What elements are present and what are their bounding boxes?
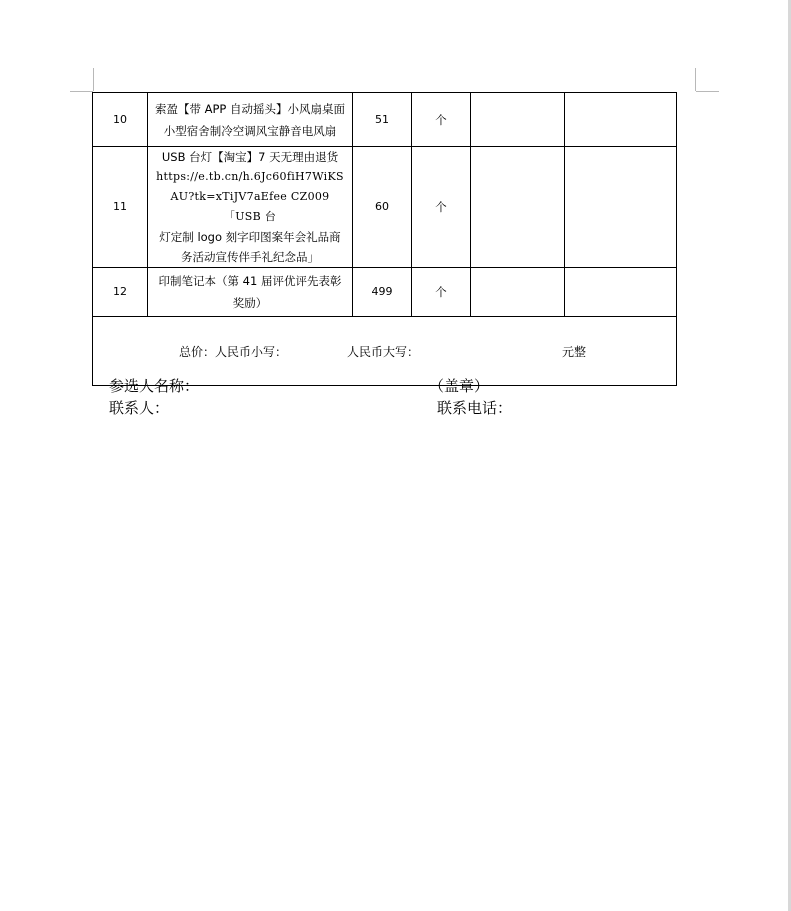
item-name-line: 印制笔记本（第 41 届评优评先表彰 [158, 274, 342, 288]
row-index: 10 [93, 93, 148, 147]
item-total [565, 93, 677, 147]
item-name-line: https://e.tb.cn/h.6Jc60fiH7WiKS [156, 170, 344, 183]
item-price [471, 93, 565, 147]
total-upper-label: 人民币大写： [347, 345, 420, 359]
item-name-line: 务活动宣传伴手礼纪念品」 [181, 250, 319, 264]
item-name-line: USB 台灯【淘宝】7 天无理由退货 [161, 150, 339, 164]
items-table [92, 92, 677, 386]
crop-mark-right-vertical [695, 68, 696, 91]
item-name-line: 灯定制 logo 刻字印图案年会礼品商 [159, 230, 341, 244]
item-name [148, 268, 353, 317]
item-name [148, 93, 353, 147]
crop-mark-right-horizontal [696, 91, 719, 92]
item-name-line: AU?tk=xTiJV7aEfee CZ009 「USB 台 [170, 190, 330, 223]
item-unit: 个 [412, 147, 471, 268]
row-index: 11 [93, 147, 148, 268]
item-unit: 个 [412, 268, 471, 317]
row-index: 12 [93, 268, 148, 317]
total-suffix: 元整 [562, 345, 587, 359]
item-total [565, 268, 677, 317]
table-row [93, 147, 677, 268]
item-unit: 个 [412, 93, 471, 147]
contact-person-label: 联系人： [109, 399, 170, 417]
table-row [93, 93, 677, 147]
item-quantity: 51 [353, 93, 412, 147]
item-price [471, 147, 565, 268]
seal-label: （盖章） [429, 377, 490, 395]
total-lower-label: 总价：人民币小写： [179, 345, 288, 359]
contact-phone-label: 联系电话： [437, 399, 513, 417]
crop-mark-left-vertical [93, 68, 94, 91]
item-name [148, 147, 353, 268]
table-row [93, 268, 677, 317]
item-quantity: 60 [353, 147, 412, 268]
item-total [565, 147, 677, 268]
total-wrap [93, 317, 676, 385]
item-name-line: 索盈【带 APP 自动摇头】小风扇桌面 [154, 101, 346, 116]
item-price [471, 268, 565, 317]
item-name-line: 奖励） [232, 296, 268, 310]
item-name-line: 小型宿舍制冷空调风宝静音电风扇 [163, 123, 337, 138]
crop-mark-left-horizontal [70, 91, 93, 92]
item-quantity: 499 [353, 268, 412, 317]
bidder-name-label: 参选人名称： [109, 377, 200, 395]
